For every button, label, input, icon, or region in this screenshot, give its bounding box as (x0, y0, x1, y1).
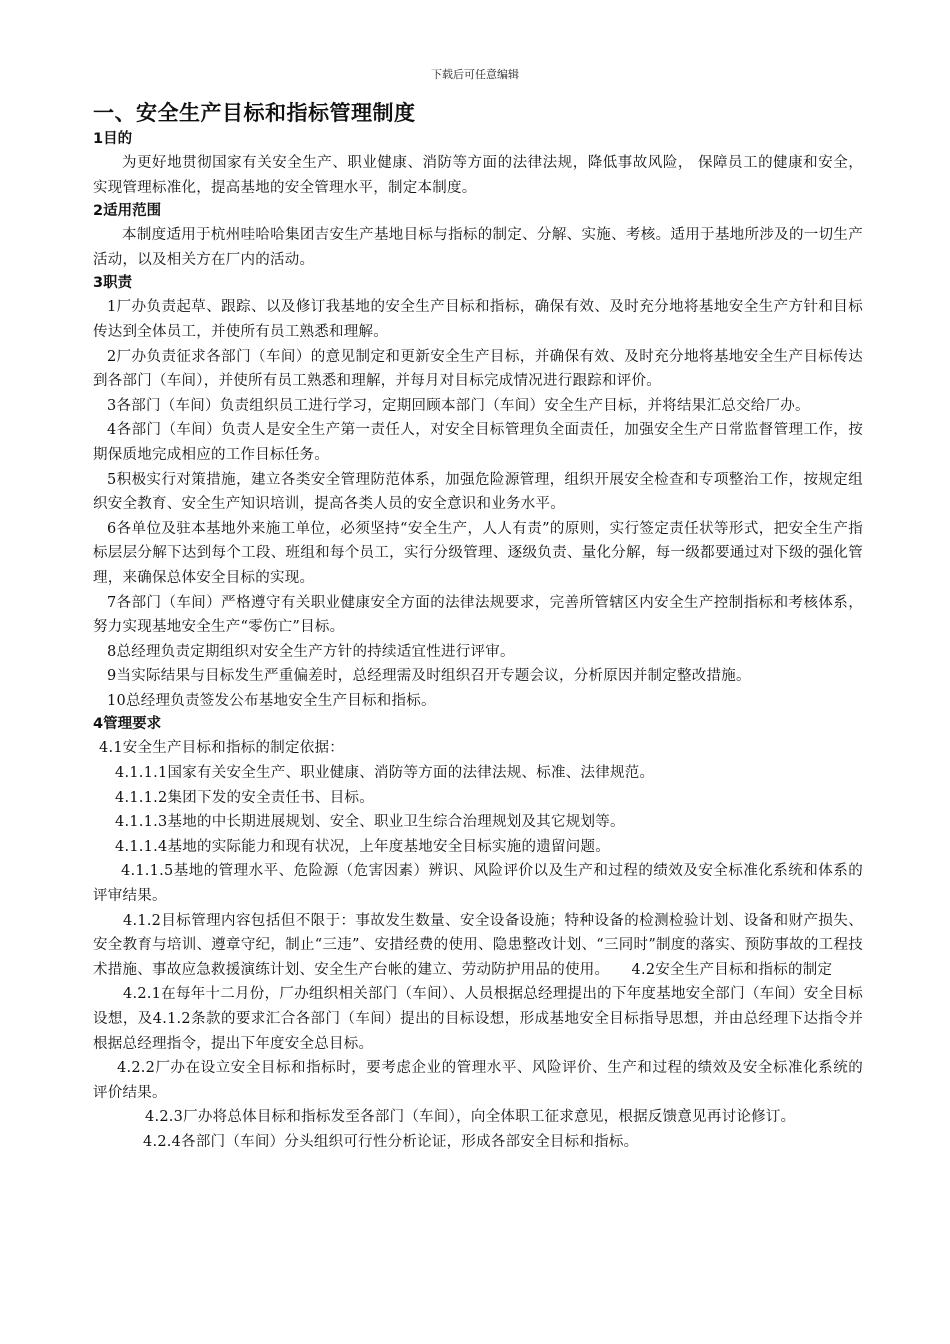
paragraph-4-1-1-2: 4.1.1.2集团下发的安全责任书、目标。 (115, 789, 374, 806)
list-item: 6各单位及驻本基地外来施工单位，必须坚持“安全生产，人人有责”的原则，实行签定责任状等形式，把安全生产指标层层分解下达到每个工段、班组和每个员工，实行分级管理、逐级负责、量化分解，每一级都要通过对下级的强化管理，来确保总体安全目标的实现。 (93, 520, 863, 586)
page-header: 下载后可任意编辑 (431, 68, 519, 81)
paragraph-4-1-1-4: 4.1.1.4基地的实际能力和现有状况，上年度基地安全目标实施的遗留问题。 (115, 838, 610, 855)
paragraph-4-2-2: 4.2.2厂办在设立安全目标和指标时，要考虑企业的管理水平、风险评价、生产和过程的绩效及安全标准化系统的评价结果。 (93, 1060, 863, 1101)
paragraph-4-1-2: 4.1.2目标管理内容包括但不限于：事故发生数量、安全设备设施；特种设备的检测检验计划、设备和财产损失、安全教育与培训、遵章守纪，制止“三违”、安措经费的使用、隐患整改计划、“三同时”制度的落实、预防事故的工程技术措施、事故应急救援演练计划、安全生产台帐的建立、劳动防护用品的使用。 4.2安全生产目标和指标的制定 (93, 912, 863, 978)
paragraph-purpose: 为更好地贯彻国家有关安全生产、职业健康、消防等方面的法律法规，降低事故风险， 保障员工的健康和安全，实现管理标准化，提高基地的安全管理水平，制定本制度。 (93, 155, 863, 196)
paragraph-4-1-1-5: 4.1.1.5基地的管理水平、危险源（危害因素）辨识、风险评价以及生产和过程的绩效及安全标准化系统和体系的评审结果。 (93, 863, 863, 905)
section-heading-duties: 3职责 (93, 275, 133, 292)
list-item: 1厂办负责起草、跟踪、以及修订我基地的安全生产目标和指标，确保有效、及时充分地将基地安全生产方针和目标传达到全体员工，并使所有员工熟悉和理解。 (93, 299, 863, 340)
section-heading-scope: 2适用范围 (93, 203, 162, 220)
section-heading-requirements: 4管理要求 (93, 716, 162, 733)
paragraph-4-2-4: 4.2.4各部门（车间）分头组织可行性分析论证，形成各部安全目标和指标。 (143, 1133, 639, 1150)
paragraph-4-2-3: 4.2.3厂办将总体目标和指标发至各部门（车间），向全体职工征求意见，根据反馈意见再讨论修订。 (145, 1109, 796, 1126)
list-item: 2厂办负责征求各部门（车间）的意见制定和更新安全生产目标，并确保有效、及时充分地将基地安全生产目标传达到各部门（车间），并使所有员工熟悉和理解，并每月对目标完成情况进行跟踪和评价。 (93, 348, 863, 390)
paragraph-4-1-1-3: 4.1.1.3基地的中长期进展规划、安全、职业卫生综合治理规划及其它规划等。 (115, 814, 625, 831)
paragraph-4-2-1: 4.2.1在每年十二月份，厂办组织相关部门（车间）、人员根据总经理提出的下年度基地安全部门（车间）安全目标设想，及4.1.2条款的要求汇合各部门（车间）提出的目标设想，形成基地安全目标指导思想，并由总经理下达指令并根据总经理指令，提出下年度安全总目标。 (93, 986, 863, 1052)
paragraph-scope: 本制度适用于杭州哇哈哈集团吉安生产基地目标与指标的制定、分解、实施、考核。适用于基地所涉及的一切生产活动，以及相关方在厂内的活动。 (93, 227, 863, 268)
list-item: 10总经理负责签发公布基地安全生产目标和指标。 (107, 692, 436, 709)
document-title: 一、安全生产目标和指标管理制度 (93, 101, 416, 125)
list-item: 7各部门（车间）严格遵守有关职业健康安全方面的法律法规要求，完善所管辖区内安全生产控制指标和考核体系，努力实现基地安全生产“零伤亡”目标。 (93, 594, 863, 636)
document-body (93, 98, 863, 1155)
list-item: 8总经理负责定期组织对安全生产方针的持续适宜性进行评审。 (107, 643, 515, 660)
paragraph-4-1: 4.1安全生产目标和指标的制定依据： (99, 740, 345, 757)
list-item: 4各部门（车间）负责人是安全生产第一责任人，对安全目标管理负全面责任，加强安全生产日常监督管理工作，按期保质地完成相应的工作目标任务。 (93, 422, 863, 463)
list-item: 3各部门（车间）负责组织员工进行学习，定期回顾本部门（车间）安全生产目标，并将结果汇总交给厂办。 (107, 397, 810, 414)
list-item: 5积极实行对策措施，建立各类安全管理防范体系，加强危险源管理，组织开展安全检查和专项整治工作，按规定组织安全教育、安全生产知识培训，提高各类人员的安全意识和业务水平。 (93, 471, 863, 513)
paragraph-4-1-1-1: 4.1.1.1国家有关安全生产、职业健康、消防等方面的法律法规、标准、法律规范。 (115, 765, 655, 782)
section-heading-purpose: 1目的 (93, 131, 133, 147)
list-item: 9当实际结果与目标发生严重偏差时，总经理需及时组织召开专题会议，分析原因并制定整改措施。 (107, 668, 751, 685)
